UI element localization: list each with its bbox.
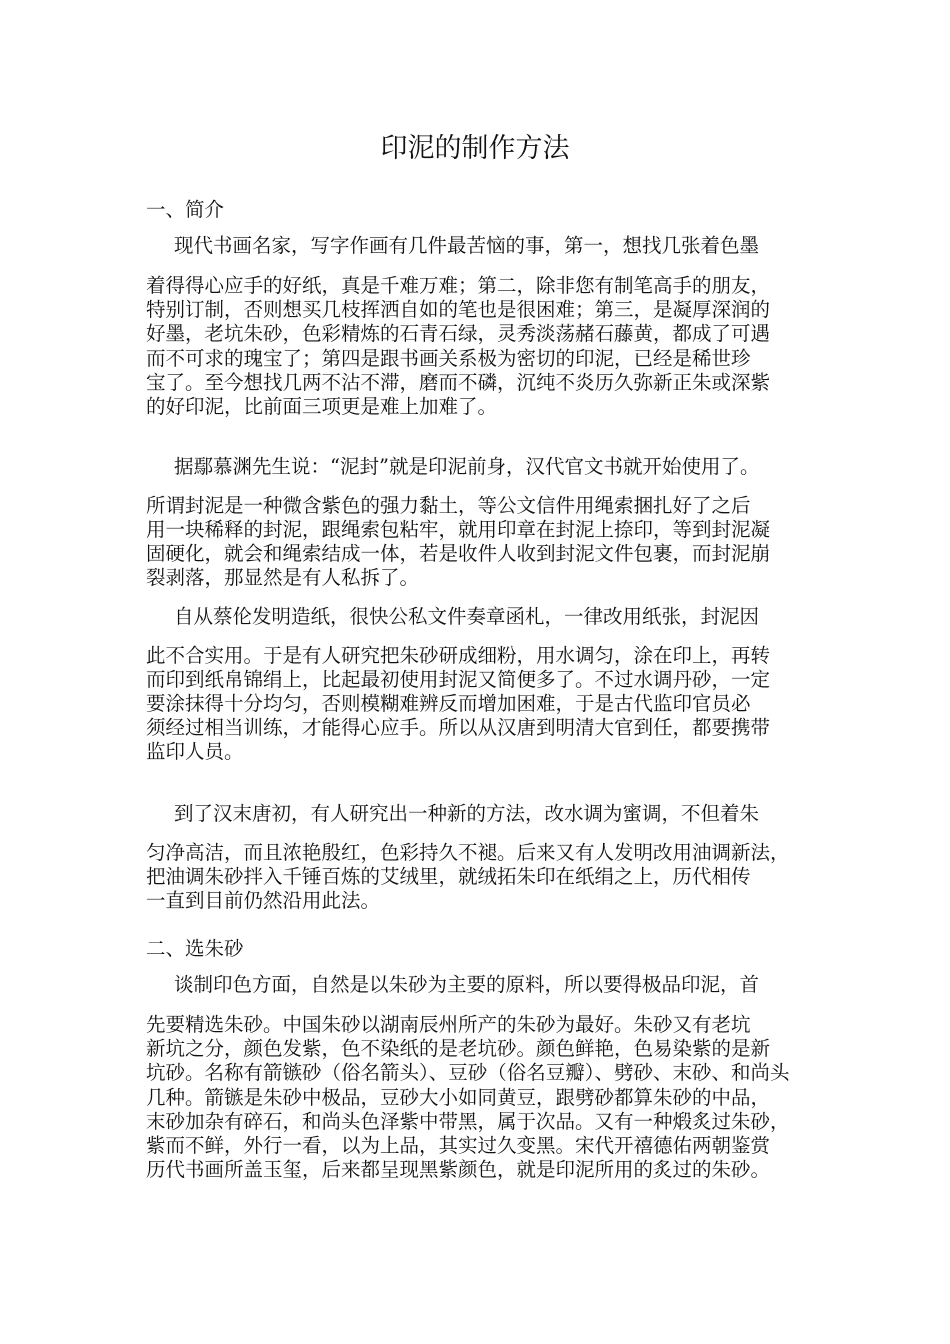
paragraph-line: 着得得心应手的好纸，真是千难万难；第二，除非您有制笔高手的朋友， — [146, 274, 771, 297]
paragraph-line: 宝了。至今想找几两不沾不滞，磨而不磷，沉纯不炎历久弥新正朱或深紫 — [146, 371, 771, 394]
paragraph-line: 此不合实用。于是有人研究把朱砂研成细粉，用水调匀，涂在印上，再转 — [146, 644, 771, 667]
paragraph-line: 一直到目前仍然沿用此法。 — [146, 889, 381, 912]
paragraph-line: 先要精选朱砂。中国朱砂以湖南辰州所产的朱砂为最好。朱砂又有老坑 — [146, 1013, 751, 1036]
paragraph-line: 末砂加杂有碎石，和尚头色泽紫中带黑，属于次品。又有一种煅炙过朱砂， — [146, 1110, 790, 1133]
paragraph-line: 现代书画名家，写字作画有几件最苦恼的事，第一，想找几张着色墨 — [174, 234, 760, 257]
paragraph-line: 紫而不鲜，外行一看，以为上品，其实过久变黑。宋代开禧德佑两朝鉴赏 — [146, 1134, 771, 1157]
paragraph-line: 的好印泥，比前面三项更是难上加难了。 — [146, 395, 498, 418]
paragraph-line: 据鄢慕渊先生说：“泥封”就是印泥前身，汉代官文书就开始使用了。 — [174, 455, 760, 478]
paragraph-line: 要涂抹得十分均匀，否则模糊难辨反而增加困难，于是古代监印官员必 — [146, 692, 751, 715]
section-heading-cinnabar: 二、选朱砂 — [146, 937, 244, 960]
section-heading-intro: 一、简介 — [146, 198, 225, 221]
paragraph-line: 而不可求的瑰宝了；第四是跟书画关系极为密切的印泥，已经是稀世珍 — [146, 347, 751, 370]
paragraph-line: 固硬化，就会和绳索结成一体，若是收件人收到封泥文件包裹，而封泥崩 — [146, 542, 771, 565]
paragraph-line: 裂剥落，那显然是有人私拆了。 — [146, 566, 420, 589]
paragraph-line: 用一块稀释的封泥，跟绳索包粘牢，就用印章在封泥上捺印，等到封泥凝 — [146, 518, 771, 541]
paragraph-line: 监印人员。 — [146, 740, 244, 763]
paragraph-line: 好墨，老坑朱砂，色彩精炼的石青石绿，灵秀淡荡赭石藤黄，都成了可遇 — [146, 322, 771, 345]
paragraph-line: 所谓封泥是一种微含紫色的强力黏土，等公文信件用绳索捆扎好了之后 — [146, 494, 751, 517]
paragraph-line: 谈制印色方面，自然是以朱砂为主要的原料，所以要得极品印泥，首 — [174, 973, 760, 996]
document-title: 印泥的制作方法 — [380, 133, 570, 164]
paragraph-line: 须经过相当训练，才能得心应手。所以从汉唐到明清大官到任，都要携带 — [146, 716, 771, 739]
paragraph-line: 历代书画所盖玉玺，后来都呈现黑紫颜色，就是印泥所用的炙过的朱砂。 — [146, 1158, 771, 1181]
paragraph-line: 匀净高洁，而且浓艳殷红，色彩持久不褪。后来又有人发明改用油调新法， — [146, 841, 790, 864]
paragraph-line: 几种。箭镞是朱砂中极品，豆砂大小如同黄豆，跟劈砂都算朱砂的中品， — [146, 1086, 771, 1109]
paragraph-line: 自从蔡伦发明造纸，很快公私文件奏章函札，一律改用纸张，封泥因 — [174, 605, 760, 628]
paragraph-line: 而印到纸帛锦绢上，比起最初使用封泥又简便多了。不过水调丹砂，一定 — [146, 668, 771, 691]
paragraph-line: 把油调朱砂拌入千锤百炼的艾绒里，就绒拓朱印在纸绢之上，历代相传 — [146, 865, 751, 888]
paragraph-line: 到了汉末唐初，有人研究出一种新的方法，改水调为蜜调，不但着朱 — [174, 802, 760, 825]
paragraph-line: 坑砂。名称有箭镞砂（俗名箭头）、豆砂（俗名豆瓣）、劈砂、末砂、和尚头 — [146, 1061, 790, 1084]
paragraph-line: 新坑之分，颜色发紫，色不染纸的是老坑砂。颜色鲜艳，色易染紫的是新 — [146, 1037, 771, 1060]
paragraph-line: 特别订制，否则想买几枝挥洒自如的笔也是很困难；第三，是凝厚深润的 — [146, 298, 771, 321]
